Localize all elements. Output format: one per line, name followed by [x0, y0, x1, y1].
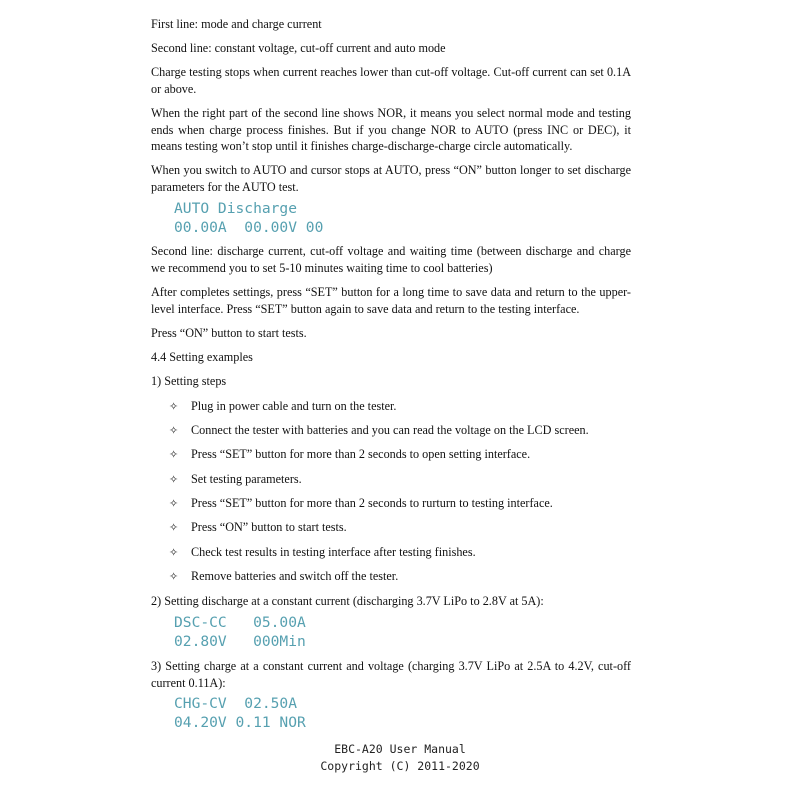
paragraph-charge-example: 3) Setting charge at a constant current and voltage (charging 3.7V LiPo at 2.5A to 4.2V, cut-off current 0.11A): [151, 659, 631, 690]
diamond-bullet-icon: ✧ [169, 400, 179, 413]
paragraph-second-line: Second line: constant voltage, cut-off current and auto mode [151, 41, 446, 55]
diamond-bullet-icon: ✧ [169, 570, 179, 583]
lcd-auto-discharge-line1: AUTO Discharge [174, 200, 298, 217]
lcd-chg-line1: CHG-CV 02.50A [174, 695, 298, 712]
diamond-bullet-icon: ✧ [169, 546, 179, 559]
footer-title: EBC-A20 User Manual [334, 742, 466, 756]
diamond-bullet-icon: ✧ [169, 521, 179, 534]
diamond-bullet-icon: ✧ [169, 497, 179, 510]
step-text: Connect the tester with batteries and you can read the voltage on the LCD screen. [191, 423, 589, 437]
list-item [169, 495, 639, 512]
step-text: Press “ON” button to start tests. [191, 520, 347, 534]
step-text: Remove batteries and switch off the tester. [191, 569, 399, 583]
diamond-bullet-icon: ✧ [169, 473, 179, 486]
lcd-dsc-line2: 02.80V 000Min [174, 633, 306, 650]
list-item [169, 471, 639, 488]
paragraph-press-on: Press “ON” button to start tests. [151, 326, 307, 340]
subheading-setting-steps: 1) Setting steps [151, 374, 227, 388]
step-text: Press “SET” button for more than 2 seconds to open setting interface. [191, 447, 531, 461]
footer-copyright: Copyright (C) 2011-2020 [320, 759, 480, 773]
paragraph-auto-switch: When you switch to AUTO and cursor stops at AUTO, press “ON” button longer to set discharge parameters for the AUTO test. [151, 163, 631, 194]
lcd-chg-line2: 04.20V 0.11 NOR [174, 714, 306, 731]
diamond-bullet-icon: ✧ [169, 448, 179, 461]
paragraph-discharge-example: 2) Setting discharge at a constant current (discharging 3.7V LiPo to 2.8V at 5A): [151, 594, 544, 608]
lcd-auto-discharge-line2: 00.00A 00.00V 00 [174, 219, 324, 236]
lcd-dsc-line1: DSC-CC 05.00A [174, 614, 306, 631]
list-item [169, 446, 639, 463]
list-item [169, 422, 639, 439]
list-item [169, 398, 639, 415]
paragraph-discharge-second-line: Second line: discharge current, cut-off voltage and waiting time (between discharge and charge we recommend you to set 5-10 minutes waiting time to cool batteries) [151, 244, 631, 275]
step-text: Check test results in testing interface after testing finishes. [191, 545, 476, 559]
step-text: Set testing parameters. [191, 472, 302, 486]
paragraph-after-settings: After completes settings, press “SET” button for a long time to save data and return to the upper-level interface. Press “SET” button again to save data and return to the testing interface. [151, 285, 631, 316]
section-heading-setting-examples: 4.4 Setting examples [151, 350, 253, 364]
list-item [169, 544, 639, 561]
list-item [169, 519, 639, 536]
paragraph-charge-stops: Charge testing stops when current reaches lower than cut-off voltage. Cut-off current can set 0.1A or above. [151, 65, 631, 96]
paragraph-nor-auto: When the right part of the second line shows NOR, it means you select normal mode and testing ends when charge process finishes. But if you change NOR to AUTO (press INC or DEC), it means testing won’t stop until it finishes charge-discharge-charge circle automatically. [151, 106, 631, 153]
step-text: Press “SET” button for more than 2 seconds to rurturn to testing interface. [191, 496, 553, 510]
step-text: Plug in power cable and turn on the tester. [191, 399, 397, 413]
list-item [169, 568, 639, 585]
diamond-bullet-icon: ✧ [169, 424, 179, 437]
paragraph-first-line: First line: mode and charge current [151, 17, 322, 31]
